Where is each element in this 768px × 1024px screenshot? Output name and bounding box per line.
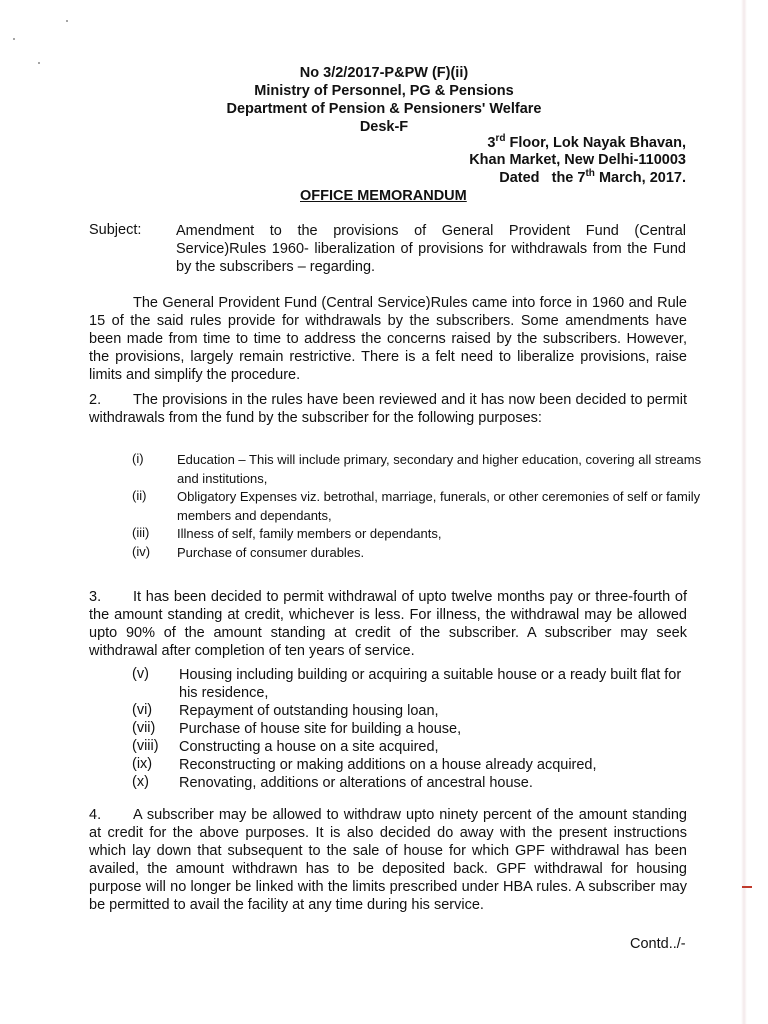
address-line-1: 3rd Floor, Lok Nayak Bhavan, xyxy=(487,133,686,151)
ministry-name: Ministry of Personnel, PG & Pensions xyxy=(254,83,514,99)
list-item: (v) Housing including building or acquiring a suitable house or a ready built flat for his residence, xyxy=(132,666,682,701)
department-name: Department of Pension & Pensioners' Welfare xyxy=(226,101,542,117)
page-edge-shadow xyxy=(741,0,747,1024)
list-item: (vi) Repayment of outstanding housing loan, xyxy=(132,702,439,719)
reference-number: No 3/2/2017-P&PW (F)(ii) xyxy=(299,65,469,81)
address-line-2: Khan Market, New Delhi-110003 xyxy=(469,152,686,168)
subject-text: Amendment to the provisions of General Provident Fund (Central Service)Rules 1960- liberalization of provisions for withdrawals from the Fund by the subscribers – regarding. xyxy=(176,223,686,275)
list-item: (i) Education – This will include primary, secondary and higher education, covering all streams and institutions, xyxy=(132,451,702,486)
scan-speck xyxy=(38,62,40,64)
continued-note: Contd../- xyxy=(630,936,686,952)
desk-name: Desk-F xyxy=(359,119,409,135)
purpose-list xyxy=(132,451,712,562)
paragraph-1: The General Provident Fund (Central Service)Rules came into force in 1960 and Rule 15 of the said rules provide for withdrawals by the subscribers. Some amendments have been made from time to time to address the concerns raised by the subscribers. However, the provisions, largely remain restrictive. There is a felt need to liberalize provisions, raise limits and simplify the procedure. xyxy=(89,295,687,383)
list-item: (iv) Purchase of consumer durables. xyxy=(132,543,365,560)
memo-title: OFFICE MEMORANDUM xyxy=(300,188,467,204)
subject-label: Subject: xyxy=(89,222,142,238)
paragraph-4: 4. A subscriber may be allowed to withdraw upto ninety percent of the amount standing at credit for the above purposes. It is also decided do away with the present instructions which lay down that subsequent to the sale of house for which GPF withdrawal has been availed, the amount withdrawn has to be deposited back. GPF withdrawal for housing purpose will no longer be linked with the limits prescribed under HBA rules. A subscriber may be permitted to avail the facility at any time during his service. xyxy=(89,807,687,913)
list-item: (x) Renovating, additions or alterations of ancestral house. xyxy=(132,774,533,791)
margin-mark xyxy=(742,886,752,888)
list-item: (iii) Illness of self, family members or dependants, xyxy=(132,525,442,541)
scan-speck xyxy=(66,20,68,22)
list-item: (viii) Constructing a house on a site acquired, xyxy=(132,738,439,755)
paragraph-3: 3. It has been decided to permit withdrawal of upto twelve months pay or three-fourth of the amount standing at credit, whichever is less. For illness, the withdrawal may be allowed upto 90% of the amount standing at credit of the subscriber. A subscriber may seek withdrawal after completion of ten years of service. xyxy=(89,589,687,659)
list-item: (ii) Obligatory Expenses viz. betrothal, marriage, funerals, or other ceremonies of self or family members and dependants, xyxy=(132,488,701,523)
list-item: (vii) Purchase of house site for building a house, xyxy=(132,720,462,737)
paragraph-2: 2. The provisions in the rules have been reviewed and it has now been decided to permit withdrawals from the fund by the subscriber for the following purposes: xyxy=(89,392,687,426)
list-item: (ix) Reconstructing or making additions on a house already acquired, xyxy=(132,756,597,773)
scan-speck xyxy=(13,38,15,40)
housing-list xyxy=(132,666,692,792)
memo-date: Dated the 7th March, 2017. xyxy=(499,168,686,186)
